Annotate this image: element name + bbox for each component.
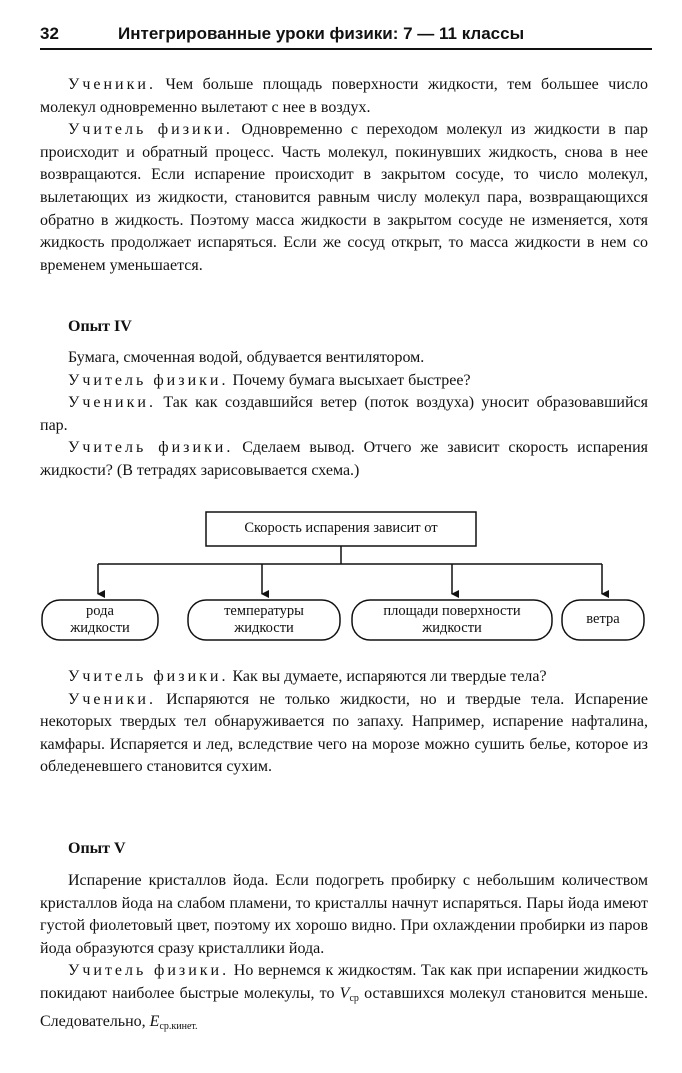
page-header — [40, 22, 652, 50]
speaker-label: Ученики. — [68, 394, 156, 412]
paragraph: Ученики. Испаряются не только жидкости, но и твердые тела. Испарение некоторых твердых тел обнаруживается по запаху. Например, испарение нафталина, камфары. Испаряется и лед, вследствие чего на морозе можно сушить белье, которое из обледеневшего становится сухим. — [40, 690, 648, 776]
paragraph: Ученики. Чем больше площадь поверхности жидкости, тем большее число молекул одновременно вылетают с нее в воздух. — [40, 76, 648, 116]
paragraph: Учитель физики. Сделаем вывод. Отчего же зависит скорость испарения жидкости? (В тетрадях зарисовывается схема.) — [40, 439, 649, 479]
text-block-1 — [40, 74, 648, 277]
paragraph: Учитель физики. Как вы думаете, испаряются ли твердые тела? — [68, 668, 547, 685]
energy-symbol: E — [149, 1012, 160, 1030]
running-title: Интегрированные уроки физики: 7 — 11 классы — [118, 24, 525, 43]
evaporation-diagram — [40, 508, 652, 648]
node-label: температуры жидкости — [224, 603, 304, 636]
speaker-label: Ученики. — [68, 76, 156, 93]
paragraph: Ученики. Так как создавшийся ветер (поток воздуха) уносит образовавшийся пар. — [40, 394, 648, 434]
node-label: рода жидкости — [70, 603, 130, 636]
speaker-label: Учитель физики. — [68, 371, 229, 389]
node-label: площади поверхности жидкости — [383, 603, 521, 636]
velocity-symbol: V — [339, 984, 350, 1002]
speaker-label: Учитель физики. — [68, 439, 234, 457]
speaker-label: Учитель физики. — [68, 962, 230, 980]
paragraph: Учитель физики. Почему бумага высыхает быстрее? — [68, 371, 471, 389]
page-number: 32 — [40, 24, 59, 43]
root-label: Скорость испарения зависит от — [244, 520, 438, 536]
section-heading: Опыт IV — [68, 318, 132, 335]
speaker-label: Учитель физики. — [68, 121, 233, 139]
text-block-4 — [40, 870, 648, 1038]
paragraph: Учитель физики. Но вернемся к жидкостям. Так как при испарении жидкость покидают наиболее быстрые молекулы, то $V_{ср}$ оставшихся молекул становится меньше. Следовательно, $E_{ср.кинет.}$ — [40, 962, 649, 1032]
paragraph: Испарение кристаллов йода. Если подогреть пробирку с небольшим количеством кристаллов йода на слабом пламени, то кристаллы начнут испаряться. Пары йода имеют густой фиолетовый цвет, поэтому их хорошо видно. При охлаждении пробирки из паров йода образуются сразу кристаллики йода. — [40, 872, 648, 957]
paragraph: Бумага, смоченная водой, обдувается вентилятором. — [68, 349, 425, 366]
text-block-2 — [40, 347, 648, 483]
node-label: ветра — [586, 611, 620, 627]
speaker-label: Учитель физики. — [68, 668, 229, 685]
paragraph: Учитель физики. Одновременно с переходом молекул из жидкости в пар происходит и обратный процесс. Часть молекул, покинувших жидкость, снова в нее возвращаются. Если испарение происходит в закрытом сосуде, то число молекул, вылетающих из жидкости, становится равным числу молекул пара, возвращающихся обратно в жидкость. Поэтому масса жидкости в закрытом сосуде не изменяется, хотя жидкость продолжает испаряться. Если же сосуд открыт, то масса жидкости в нем со временем уменьшается. — [40, 121, 648, 274]
speaker-label: Ученики. — [68, 690, 156, 708]
section-heading: Опыт V — [68, 840, 126, 857]
text-block-3 — [40, 666, 648, 779]
